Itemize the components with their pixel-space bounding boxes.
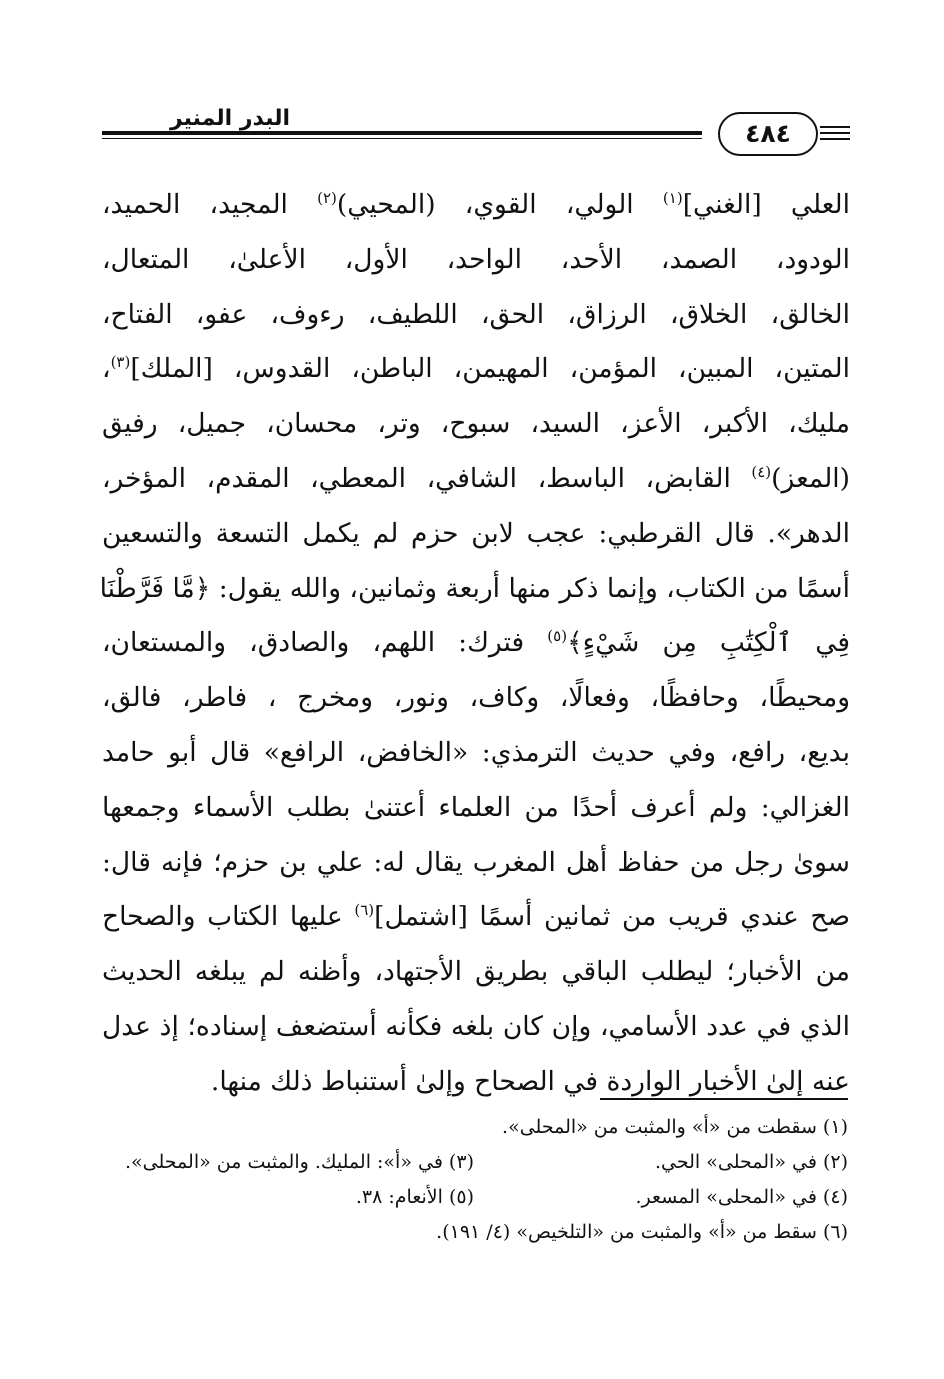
footnote-1: (١) سقطت من «أ» والمثبت من «المحلى». <box>502 1116 848 1138</box>
text-segment: الغزالي: ولم أعرف أحدًا من العلماء أعتنىٰ بطلب الأسماء وجمعها <box>102 791 850 823</box>
text-line <box>102 1000 850 1055</box>
header-rule-right-mid <box>820 132 850 134</box>
text-line <box>102 836 850 891</box>
text-segment: ومحيطًا، وحافظًا، وفعالًا، وكاف، ونور، ومخرج ، فاطر، فالق، <box>102 682 850 714</box>
footnote-marker: (٤) <box>751 463 772 482</box>
text-segment: صح عندي قريب من ثمانين أسمًا [اشتمل] <box>374 901 850 933</box>
text-line <box>102 726 850 781</box>
text-line <box>102 288 850 343</box>
text-segment: الولي، القوي، (المحيي) <box>336 189 663 220</box>
text-segment: الذي في عدد الأسامي، وإن كان بلغه فكأنه أستضعف إسناده؛ إذ عدل <box>102 1010 850 1042</box>
footnote-6: (٦) سقط من «أ» والمثبت من «التلخيص» (٤/ ١٩١). <box>436 1221 848 1243</box>
header-rule-right-bottom <box>820 138 850 140</box>
text-segment: مليك، الأكبر، الأعز، السيد، سبوح، وتر، محسان، جميل، رفيق <box>102 408 850 440</box>
text-segment: المجيد، الحميد، <box>102 189 318 220</box>
footnote-marker: (٢) <box>317 189 337 208</box>
text-segment: فِي ٱلْكِتَٰبِ مِن شَيْءٍ﴾ <box>567 627 850 659</box>
header-rule <box>102 131 702 139</box>
footnote-row <box>100 1110 848 1145</box>
footnote-row <box>100 1215 848 1250</box>
text-segment: الخالق، الخلاق، الرزاق، الحق، اللطيف، رءوف، عفو، الفتاح، <box>102 298 850 330</box>
text-segment: المتين، المبين، المؤمن، المهيمن، الباطن، القدوس، [الملك] <box>130 353 850 385</box>
text-segment: سوىٰ رجل من حفاظ أهل المغرب يقال له: علي بن حزم؛ فإنه قال: <box>102 846 850 878</box>
text-line <box>102 507 850 562</box>
text-line <box>102 233 850 288</box>
text-line <box>102 178 850 233</box>
footnote-separator <box>600 1098 848 1100</box>
text-line <box>102 616 850 671</box>
footnote-2: (٢) في «المحلى» الحي. <box>655 1151 848 1173</box>
page-number: ٤٨٤ <box>718 112 818 156</box>
text-line <box>102 1055 850 1110</box>
running-title: البدر المنير <box>169 106 290 131</box>
footnote-5: (٥) الأنعام: ٣٨. <box>355 1186 474 1208</box>
footnote-4: (٤) في «المحلى» المسعر. <box>635 1186 848 1208</box>
page-header <box>98 104 850 164</box>
text-segment: الودود، الصمد، الأحد، الواحد، الأول، الأعلىٰ، المتعال، <box>102 243 850 275</box>
text-line <box>102 452 850 507</box>
footnote-marker: (٥) <box>547 627 568 646</box>
text-line <box>102 397 850 452</box>
text-segment: بديع، رافع، وفي حديث الترمذي: «الخافض، الرافع» قال أبو حامد <box>102 736 850 768</box>
text-line <box>102 945 850 1000</box>
text-segment: عنه إلىٰ الأخبار الواردة في الصحاح وإلىٰ أستنباط ذلك منها. <box>210 1065 850 1097</box>
text-segment: ، <box>102 353 111 385</box>
footnote-marker: (٣) <box>110 353 131 372</box>
text-line <box>102 671 850 726</box>
text-segment: الدهر». قال القرطبي: عجب لابن حزم لم يكمل التسعة والتسعين <box>102 517 850 549</box>
footnote-3: (٣) في «أ»: المليك. والمثبت من «المحلى». <box>125 1151 474 1173</box>
text-line <box>102 781 850 836</box>
footnote-marker: (١) <box>662 189 683 208</box>
text-segment: عليها الكتاب والصحاح <box>102 901 355 933</box>
text-segment: (المعز) <box>771 462 850 494</box>
text-line <box>102 890 850 945</box>
main-text <box>99 178 850 1110</box>
header-rule-right-top <box>820 126 850 128</box>
text-segment: العلي [الغني] <box>682 189 850 220</box>
text-segment: القابض، الباسط، الشافي، المعطي، المقدم، المؤخر، <box>102 462 752 494</box>
text-segment: فترك: اللهم، والصادق، والمستعان، <box>102 627 548 659</box>
text-line <box>102 342 850 397</box>
footnote-row <box>100 1180 848 1215</box>
footnotes <box>100 1110 848 1250</box>
text-segment: من الأخبار؛ ليطلب الباقي بطريق الأجتهاد، وأظنه لم يبلغه الحديث <box>102 956 850 988</box>
text-segment: أسمًا من الكتاب، وإنما ذكر منها أربعة وثمانين، والله يقول: ﴿مَّا فَرَّطْنَا <box>99 572 850 604</box>
footnote-row <box>100 1145 848 1180</box>
text-line <box>99 562 850 617</box>
footnote-marker: (٦) <box>354 901 375 920</box>
